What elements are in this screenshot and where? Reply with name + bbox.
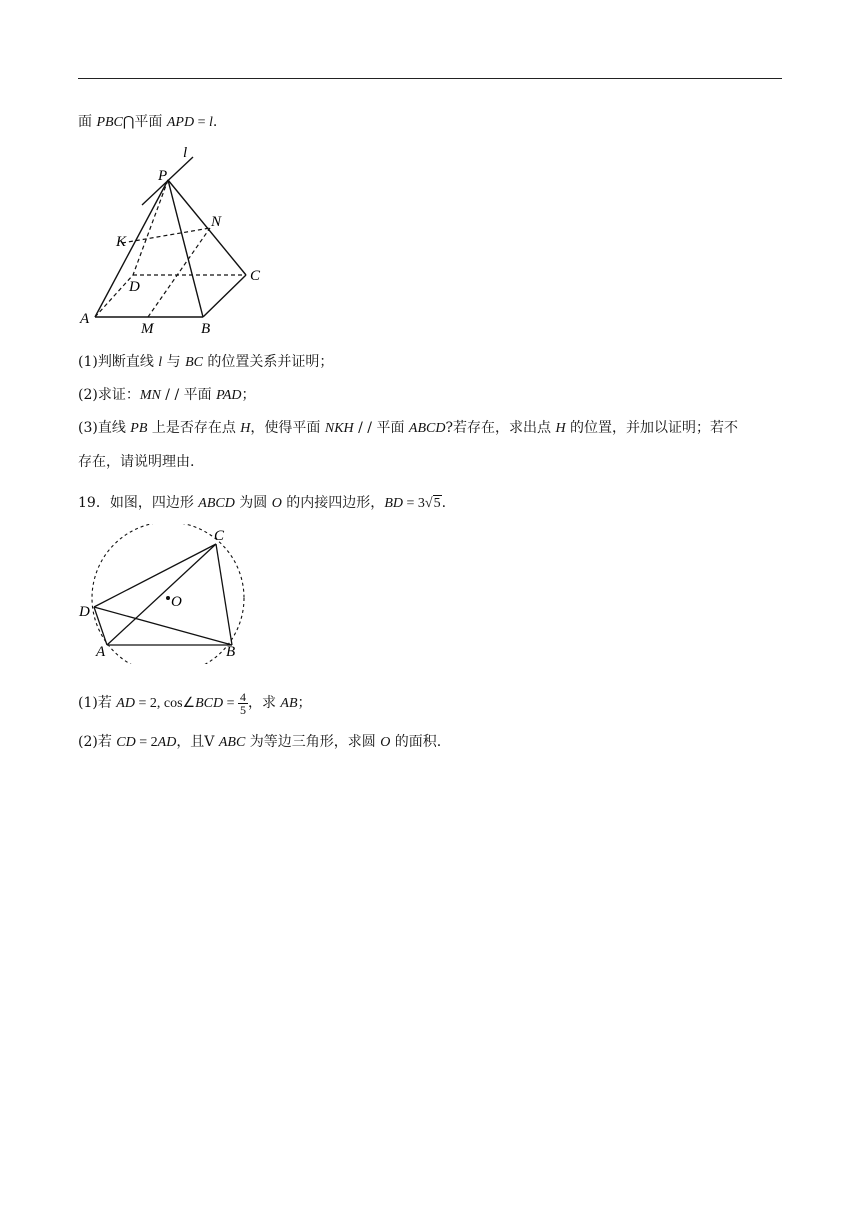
label-B: B [226,644,236,660]
label-K: K [116,234,127,250]
text: 为等边三角形，求圆 [245,734,381,750]
label-C: C [250,268,261,284]
text: / / 平面 [160,387,217,403]
question-18-part-3 [78,417,738,437]
segment-AC [107,544,216,645]
text: 的内接四边形， [281,495,385,511]
text: (3)直线 [78,420,131,436]
question-19-part-1 [78,687,312,719]
math-op: ⋂ [122,115,135,130]
math-var: NKH [324,421,354,436]
math-eq: = [223,696,238,711]
text: (2)求证： [78,387,140,403]
segment-MN [148,228,210,317]
question-18-part-1 [78,351,333,371]
math-var: ABC [218,735,246,750]
sqrt-radicand: 5 [433,496,441,511]
math-var: CD [116,735,136,750]
label-B: B [201,321,211,337]
text: ，且V [176,734,219,750]
label-D: D [129,279,140,295]
label-M: M [141,321,154,337]
text: . [441,495,447,511]
math-var: ABCD [198,496,235,511]
math-var: O [380,735,391,750]
math-var: H [240,421,251,436]
sqrt-symbol: √ [424,496,433,511]
label-A: A [80,311,90,327]
question-18-part-2 [78,384,256,404]
label-P: P [158,168,168,184]
text: ； [241,387,256,403]
edge-PD [133,180,168,275]
question-19-part-2 [78,731,441,751]
text: ； [297,695,312,711]
text: ，求 [247,695,281,711]
text: ?若存在，求出点 [445,420,556,436]
math-var: AD [157,735,177,750]
math-eq: = 2, cos∠ [134,696,196,711]
segment-DB [94,607,232,645]
label-D: D [79,604,90,620]
text: / / 平面 [353,420,409,436]
pyramid-figure [75,138,275,338]
label-C: C [214,528,225,544]
edge-BC [203,275,246,317]
header-rule [78,78,782,79]
question-18-part-3-continued [78,451,194,471]
text: 19．如图，四边形 [78,495,199,511]
text: (2)若 [78,734,117,750]
text: (1)判断直线 [78,354,159,370]
segment-CB [216,544,232,645]
text: 存在，请说明理由. [78,454,195,470]
math-var: PBC [96,115,123,130]
edge-PA [95,180,168,317]
text: ，使得平面 [250,420,325,436]
math-var: APD [166,115,195,130]
text: 的面积. [390,734,442,750]
text: . [212,114,218,130]
label-l: l [183,145,188,161]
math-var: PB [130,421,148,436]
math-eq: = 2 [135,735,158,750]
text: (1)若 [78,695,117,711]
fraction-denominator: 5 [239,702,246,717]
math-eq: = 3 [402,496,425,511]
math-op: = [194,115,209,130]
math-var: AD [116,696,135,711]
text: 上是否存在点 [147,420,241,436]
math-var: AB [280,696,298,711]
intro-line [78,111,217,131]
math-var: BD [384,496,403,511]
text: 与 [162,354,186,370]
fraction [238,691,248,716]
math-var: BC [185,355,203,370]
math-var: BCD [195,696,224,711]
text: 为圆 [234,495,272,511]
label-N: N [211,214,222,230]
math-var: H [555,421,566,436]
math-var: O [271,496,282,511]
math-var: PAD [216,388,242,403]
circle-O [92,524,244,664]
center-dot [166,596,170,600]
math-var: MN [139,388,161,403]
text: 的位置，并加以证明；若不 [565,420,739,436]
math-var: l [158,355,163,370]
math-var: ABCD [408,421,446,436]
text: 的位置关系并证明； [202,354,334,370]
circle-figure [76,524,252,664]
segment-DA [94,607,107,645]
fraction-numerator: 4 [239,689,246,704]
math-var: l [208,115,213,130]
label-A: A [96,644,106,660]
text: 面 [78,114,97,130]
question-19-stem [78,492,446,512]
label-O: O [171,594,182,610]
text: 平面 [134,114,167,130]
segment-DC [94,544,216,607]
